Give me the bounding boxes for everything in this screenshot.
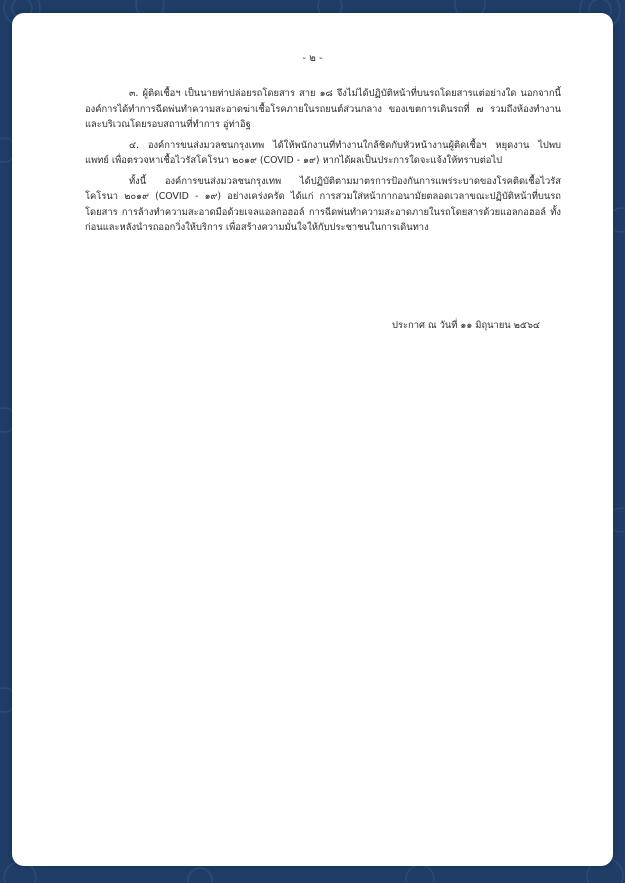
paragraph-summary: ทั้งนี้ องค์การขนส่งมวลชนกรุงเทพ ได้ปฏิบัติตามมาตรการป้องกันการแพร่ระบาดของโรคติดเชื้อไวรัสโคโรนา ๒๐๑๙ (COVID - ๑๙) อย่างเคร่งครัด ได้แก่ การสวมใส่หน้ากากอนามัยตลอดเวลาขณะปฏิบัติหน้าที่บนรถโดยสาร การล้างทำความสะอาดมือด้วยเจลแอลกอฮอล์ การฉีดพ่นทำความสะอาดภายในรถโดยสารด้วยแอลกอฮอล์ ทั้งก่อนและหลังนำรถออกวิ่งให้บริการ เพื่อสร้างความมั่นใจให้กับประชาชนในการเดินทาง [85,175,561,233]
paragraph-item-4: ๔. องค์การขนส่งมวลชนกรุงเทพ ได้ให้พนักงานที่ทำงานใกล้ชิดกับหัวหน้างานผู้ติดเชื้อฯ หยุดงาน ไปพบแพทย์ เพื่อตรวจหาเชื้อไวรัสโคโรนา ๒๐๑๙ (COVID - ๑๙) หากได้ผลเป็นประการใดจะแจ้งให้ทราบต่อไป [85,139,561,166]
document-page [12,13,613,866]
paragraph-item-3: ๓. ผู้ติดเชื้อฯ เป็นนายท่าปล่อยรถโดยสาร สาย ๑๘ จึงไม่ได้ปฏิบัติหน้าที่บนรถโดยสารแต่อย่างใด นอกจากนี้ องค์การได้ทำการฉีดพ่นทำความสะอาดฆ่าเชื้อโรคภายในรถยนต์ส่วนกลาง ของเขตการเดินรถที่ ๗ รวมถึงห้องทำงาน และบริเวณโดยรอบสถานที่ทำการ อู่ท่าอิฐ [85,88,561,130]
page-number: - ๒ - [302,53,323,64]
document-body [85,86,561,241]
announcement-date: ประกาศ ณ วันที่ ๑๑ มิถุนายน ๒๕๖๔ [392,320,541,331]
